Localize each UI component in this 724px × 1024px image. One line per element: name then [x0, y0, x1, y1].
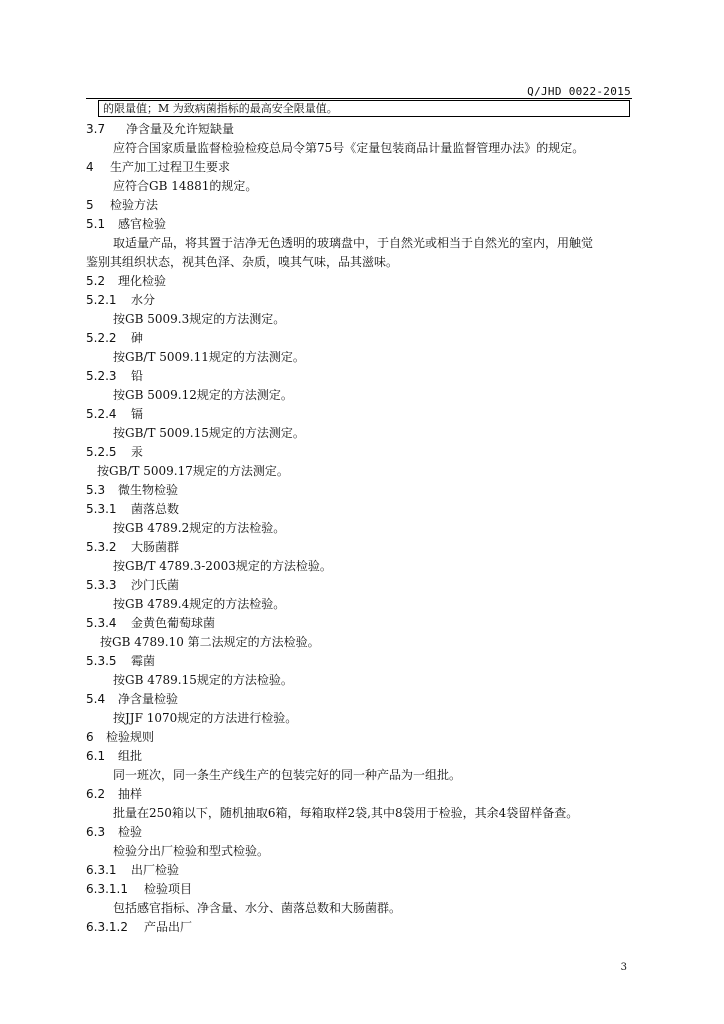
paragraph: 应符合GB 14881的规定。 [113, 179, 258, 193]
heading-6-2: 6.2 抽样 [86, 787, 143, 801]
heading-3-7: 3.7 净含量及允许短缺量 [86, 122, 235, 136]
heading-6: 6 检验规则 [86, 730, 155, 744]
heading-5-2-1: 5.2.1 水分 [86, 293, 156, 307]
heading-5-2-3: 5.2.3 铅 [86, 369, 144, 383]
paragraph: 按GB/T 5009.11规定的方法测定。 [113, 350, 305, 364]
heading-5-3-3: 5.3.3 沙门氏菌 [86, 578, 180, 592]
heading-4: 4 生产加工过程卫生要求 [86, 160, 231, 174]
table-note: 的限量值；M 为致病菌指标的最高安全限量值。 [98, 100, 630, 117]
paragraph: 按GB 4789.10 第二法规定的方法检验。 [100, 635, 320, 649]
heading-5-2: 5.2 理化检验 [86, 274, 167, 288]
heading-6-3: 6.3 检验 [86, 825, 143, 839]
paragraph: 按GB/T 5009.17规定的方法测定。 [97, 464, 289, 478]
heading-6-3-1-2: 6.3.1.2 产品出厂 [86, 920, 193, 934]
paragraph: 按GB 4789.2规定的方法检验。 [113, 521, 286, 535]
heading-5-3-1: 5.3.1 菌落总数 [86, 502, 180, 516]
heading-5-2-4: 5.2.4 镉 [86, 407, 144, 421]
heading-5-3-5: 5.3.5 霉菌 [86, 654, 156, 668]
heading-5-3-2: 5.3.2 大肠菌群 [86, 540, 180, 554]
heading-5: 5 检验方法 [86, 198, 159, 212]
header-rule [86, 98, 632, 99]
paragraph: 批量在250箱以下，随机抽取6箱，每箱取样2袋,其中8袋用于检验，其余4袋留样备查。 [113, 806, 579, 820]
heading-6-1: 6.1 组批 [86, 749, 143, 763]
heading-5-2-5: 5.2.5 汞 [86, 445, 144, 459]
paragraph: 按GB/T 4789.3-2003规定的方法检验。 [113, 559, 332, 573]
paragraph: 按GB 4789.15规定的方法检验。 [113, 673, 293, 687]
paragraph: 按GB 4789.4规定的方法检验。 [113, 597, 286, 611]
standard-code: Q/JHD 0022-2015 [527, 85, 631, 98]
paragraph: 按GB 5009.12规定的方法测定。 [113, 388, 293, 402]
paragraph: 按GB 5009.3规定的方法测定。 [113, 312, 286, 326]
heading-5-3: 5.3 微生物检验 [86, 483, 179, 497]
page-number: 3 [620, 962, 627, 973]
paragraph: 同一班次，同一条生产线生产的包装完好的同一种产品为一组批。 [113, 768, 462, 782]
heading-5-1: 5.1 感官检验 [86, 217, 167, 231]
heading-5-3-4: 5.3.4 金黄色葡萄球菌 [86, 616, 216, 630]
paragraph: 包括感官指标、净含量、水分、菌落总数和大肠菌群。 [113, 901, 402, 915]
paragraph: 检验分出厂检验和型式检验。 [113, 844, 270, 858]
paragraph: 应符合国家质量监督检验检疫总局令第75号《定量包装商品计量监督管理办法》的规定。 [113, 141, 585, 155]
paragraph: 鉴别其组织状态，视其色泽、杂质，嗅其气味，品其滋味。 [86, 255, 399, 269]
paragraph: 取适量产品，将其置于洁净无色透明的玻璃盘中，于自然光或相当于自然光的室内，用触觉 [113, 236, 594, 250]
paragraph: 按GB/T 5009.15规定的方法测定。 [113, 426, 305, 440]
heading-6-3-1: 6.3.1 出厂检验 [86, 863, 180, 877]
heading-5-2-2: 5.2.2 砷 [86, 331, 144, 345]
heading-6-3-1-1: 6.3.1.1 检验项目 [86, 882, 193, 896]
paragraph: 按JJF 1070规定的方法进行检验。 [113, 711, 298, 725]
heading-5-4: 5.4 净含量检验 [86, 692, 179, 706]
